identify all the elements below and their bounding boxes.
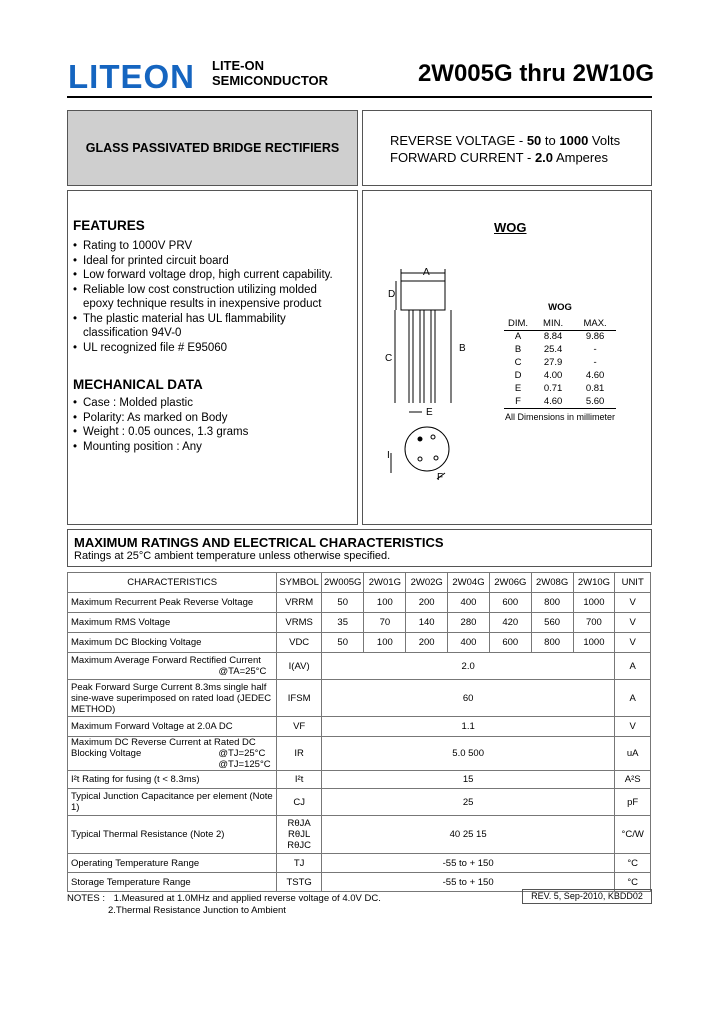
char-cell: Maximum Recurrent Peak Reverse Voltage: [68, 593, 277, 613]
unit-cell: V: [615, 633, 651, 653]
company-line2: SEMICONDUCTOR: [212, 73, 329, 88]
col-header: 2W06G: [489, 573, 531, 593]
value-cell: 50: [321, 593, 364, 613]
feature-item: • The plastic material has UL flammability classification 94V-0: [73, 312, 343, 341]
table-row: [68, 613, 651, 633]
ratings-table: [67, 572, 651, 892]
dim-row: [504, 356, 616, 369]
value-cell: 800: [531, 633, 573, 653]
dim-cell: 0.81: [585, 383, 605, 394]
feature-item: • Reliable low cost construction utilizing molded epoxy technique results in inexpensive product: [73, 283, 343, 312]
char-cell: [68, 653, 277, 680]
value-cell: 100: [364, 593, 406, 613]
note-2: 2.Thermal Resistance Junction to Ambient: [108, 905, 286, 916]
forward-current-value: 2.0: [534, 150, 554, 165]
value-cell: 35: [321, 613, 364, 633]
value-cell: 70: [364, 613, 406, 633]
value-cell: 200: [406, 593, 448, 613]
features-list: [73, 239, 343, 355]
col-header: SYMBOL: [277, 573, 322, 593]
dim-cell: 8.84: [543, 331, 563, 343]
note-1: 1.Measured at 1.0MHz and applied reverse voltage of 4.0V DC.: [113, 893, 381, 904]
symbol-cell: I(AV): [277, 653, 322, 680]
col-header: 2W01G: [364, 573, 406, 593]
unit-cell: A²S: [615, 771, 651, 789]
dimension-table-title: WOG: [548, 302, 572, 313]
char-cell: I²t Rating for fusing (t < 8.3ms): [68, 771, 277, 789]
symbol-cell: TJ: [277, 854, 322, 873]
dim-cell: 4.60: [585, 370, 605, 381]
unit-cell: A: [615, 653, 651, 680]
reverse-voltage-value2: 1000: [559, 133, 589, 148]
reverse-voltage-to: to: [544, 133, 556, 148]
dimension-footnote: All Dimensions in millimeter: [505, 411, 616, 422]
value-cell: 25: [321, 789, 614, 816]
symbol-cell: CJ: [277, 789, 322, 816]
dim-cell: A: [514, 331, 522, 343]
label-f: F: [437, 472, 444, 483]
mechanical-item: • Mounting position : Any: [73, 440, 357, 455]
label-a: A: [423, 267, 430, 278]
col-header: 2W08G: [531, 573, 573, 593]
value-cell: 600: [489, 593, 531, 613]
dim-cell: 5.60: [585, 395, 605, 407]
reverse-voltage-label: REVERSE VOLTAGE: [390, 133, 516, 148]
unit-cell: V: [615, 593, 651, 613]
mechanical-item: • Case : Molded plastic: [73, 396, 357, 411]
company-name: [212, 58, 328, 88]
symbol-cell: I²t: [277, 771, 322, 789]
unit-cell: uA: [615, 737, 651, 771]
header-divider: [67, 96, 652, 98]
unit-cell: A: [615, 680, 651, 717]
value-cell: 280: [448, 613, 490, 633]
package-body: [401, 281, 445, 310]
value-cell: 40 25 15: [321, 816, 614, 854]
col-header: 2W04G: [448, 573, 490, 593]
ratings-table-wrap: [67, 572, 651, 892]
device-type-box: [67, 110, 358, 186]
dim-cell: 4.60: [543, 395, 563, 407]
mechanical-list: [73, 396, 357, 454]
device-type: GLASS PASSIVATED BRIDGE RECTIFIERS: [85, 141, 340, 155]
mechanical-item: • Weight : 0.05 ounces, 1.3 grams: [73, 425, 357, 440]
dim-cell: E: [514, 383, 522, 394]
value-cell: 1000: [573, 593, 615, 613]
unit-cell: pF: [615, 789, 651, 816]
dim-cell: B: [514, 344, 522, 355]
dim-cell: D: [514, 370, 522, 381]
value-cell: 1.1: [321, 717, 614, 737]
forward-current-line: FORWARD CURRENT - 2.0 Amperes: [390, 150, 608, 165]
dim-cell: 9.86: [585, 331, 605, 343]
symbol-cell: VF: [277, 717, 322, 737]
value-cell: 800: [531, 593, 573, 613]
col-header: UNIT: [615, 573, 651, 593]
value-cell: 200: [406, 633, 448, 653]
company-line1: LITE-ON: [212, 58, 264, 73]
table-row: [68, 633, 651, 653]
char-text: Maximum DC Reverse Current at Rated DC Blocking Voltage: [71, 737, 256, 759]
package-name: WOG: [494, 220, 527, 235]
unit-cell: °C: [615, 873, 651, 892]
char-cell: Typical Junction Capacitance per element (Note 1): [68, 789, 277, 816]
symbol-cell: TSTG: [277, 873, 322, 892]
ratings-header-box: [67, 529, 652, 567]
dim-cell: -: [593, 357, 597, 368]
feature-item: • UL recognized file # E95060: [73, 341, 343, 356]
col-header: 2W005G: [321, 573, 364, 593]
value-cell: 700: [573, 613, 615, 633]
symbol-cell: RθJA RθJL RθJC: [277, 816, 322, 854]
char-cell: Maximum DC Blocking Voltage: [68, 633, 277, 653]
col-header: 2W10G: [573, 573, 615, 593]
table-row: [68, 717, 651, 737]
package-box: [362, 190, 652, 525]
dim-cell: 27.9: [543, 357, 563, 368]
value-cell: 50: [321, 633, 364, 653]
value-cell: -55 to + 150: [321, 873, 614, 892]
reverse-voltage-value: 50: [526, 133, 542, 148]
condition-text: @TA=25°C: [218, 666, 267, 677]
mechanical-item: • Polarity: As marked on Body: [73, 411, 357, 426]
dim-row: [504, 382, 616, 395]
dim-row: [504, 395, 616, 408]
table-row: [68, 593, 651, 613]
symbol-cell: VDC: [277, 633, 322, 653]
value-cell: 400: [448, 633, 490, 653]
notes-label: NOTES :: [67, 893, 106, 904]
label-c: C: [385, 353, 393, 364]
value-cell: 15: [321, 771, 614, 789]
forward-current-label: FORWARD CURRENT: [390, 150, 524, 165]
dimension-table: [504, 302, 616, 422]
ratings-title: MAXIMUM RATINGS AND ELECTRICAL CHARACTERISTICS: [74, 535, 444, 550]
reverse-voltage-unit: Volts: [591, 133, 621, 148]
dim-row: [504, 343, 616, 356]
char-cell: Operating Temperature Range: [68, 854, 277, 873]
forward-current-unit: Amperes: [555, 150, 608, 165]
table-row: [68, 789, 651, 816]
table-row: [68, 771, 651, 789]
value-cell: 60: [321, 680, 614, 717]
value-cell: 2.0: [321, 653, 614, 680]
char-cell: Typical Thermal Resistance (Note 2): [68, 816, 277, 854]
unit-cell: °C/W: [615, 816, 651, 854]
label-i: I: [387, 450, 390, 461]
char-cell: [68, 737, 277, 771]
dim-cell: C: [514, 357, 522, 368]
dim-cell: 4.00: [543, 370, 563, 381]
char-cell: Peak Forward Surge Current 8.3ms single half sine-wave superimposed on rated load (JEDEC METHOD): [68, 680, 277, 717]
table-row: [68, 680, 651, 717]
dim-cell: F: [515, 395, 521, 407]
package-bottom-view: [405, 427, 449, 471]
reverse-voltage-line: REVERSE VOLTAGE - 50 to 1000 Volts: [390, 133, 621, 148]
value-cell: 140: [406, 613, 448, 633]
char-cell: Maximum RMS Voltage: [68, 613, 277, 633]
dim-cell: 0.71: [543, 383, 563, 394]
unit-cell: °C: [615, 854, 651, 873]
symbol-cell: IR: [277, 737, 322, 771]
table-row: [68, 737, 651, 771]
dim-row: [504, 330, 616, 343]
value-cell: 420: [489, 613, 531, 633]
char-text: Maximum Average Forward Rectified Current: [71, 655, 261, 666]
value-cell: 560: [531, 613, 573, 633]
part-title: 2W005G thru 2W10G: [417, 60, 654, 87]
feature-item: • Ideal for printed circuit board: [73, 254, 343, 269]
ratings-summary-box: [362, 110, 652, 186]
feature-item: • Low forward voltage drop, high current capability.: [73, 268, 343, 283]
value-cell: 100: [364, 633, 406, 653]
table-header-row: [68, 573, 651, 593]
unit-cell: V: [615, 613, 651, 633]
symbol-cell: VRRM: [277, 593, 322, 613]
dim-cell: -: [593, 344, 597, 355]
revision-box: REV. 5, Sep-2010, KBDD02: [522, 889, 652, 904]
dim-col-header: DIM.: [508, 317, 529, 329]
features-box: [67, 190, 358, 525]
char-cell: Storage Temperature Range: [68, 873, 277, 892]
label-e: E: [426, 407, 433, 418]
table-row: [68, 816, 651, 854]
dim-col-header: MIN.: [543, 317, 564, 329]
col-header: CHARACTERISTICS: [68, 573, 277, 593]
ratings-subtitle: Ratings at 25°C ambient temperature unless otherwise specified.: [74, 550, 391, 562]
mechanical-title: MECHANICAL DATA: [73, 377, 203, 392]
char-cell: Maximum Forward Voltage at 2.0A DC: [68, 717, 277, 737]
label-b: B: [459, 343, 466, 354]
condition-text: @TJ=25°C @TJ=125°C: [218, 748, 271, 770]
unit-cell: V: [615, 717, 651, 737]
table-row: [68, 653, 651, 680]
dim-row: [504, 369, 616, 382]
label-d: D: [388, 289, 396, 300]
value-cell: 5.0 500: [321, 737, 614, 771]
notes: [67, 893, 381, 917]
symbol-cell: VRMS: [277, 613, 322, 633]
feature-item: • Rating to 1000V PRV: [73, 239, 343, 254]
value-cell: 1000: [573, 633, 615, 653]
table-row: [68, 854, 651, 873]
dim-col-header: MAX.: [583, 317, 607, 329]
value-cell: 600: [489, 633, 531, 653]
company-logo: LITEON: [68, 58, 195, 95]
col-header: 2W02G: [406, 573, 448, 593]
value-cell: -55 to + 150: [321, 854, 614, 873]
symbol-cell: IFSM: [277, 680, 322, 717]
value-cell: 400: [448, 593, 490, 613]
features-title: FEATURES: [73, 218, 145, 233]
dim-cell: 25.4: [543, 344, 563, 355]
